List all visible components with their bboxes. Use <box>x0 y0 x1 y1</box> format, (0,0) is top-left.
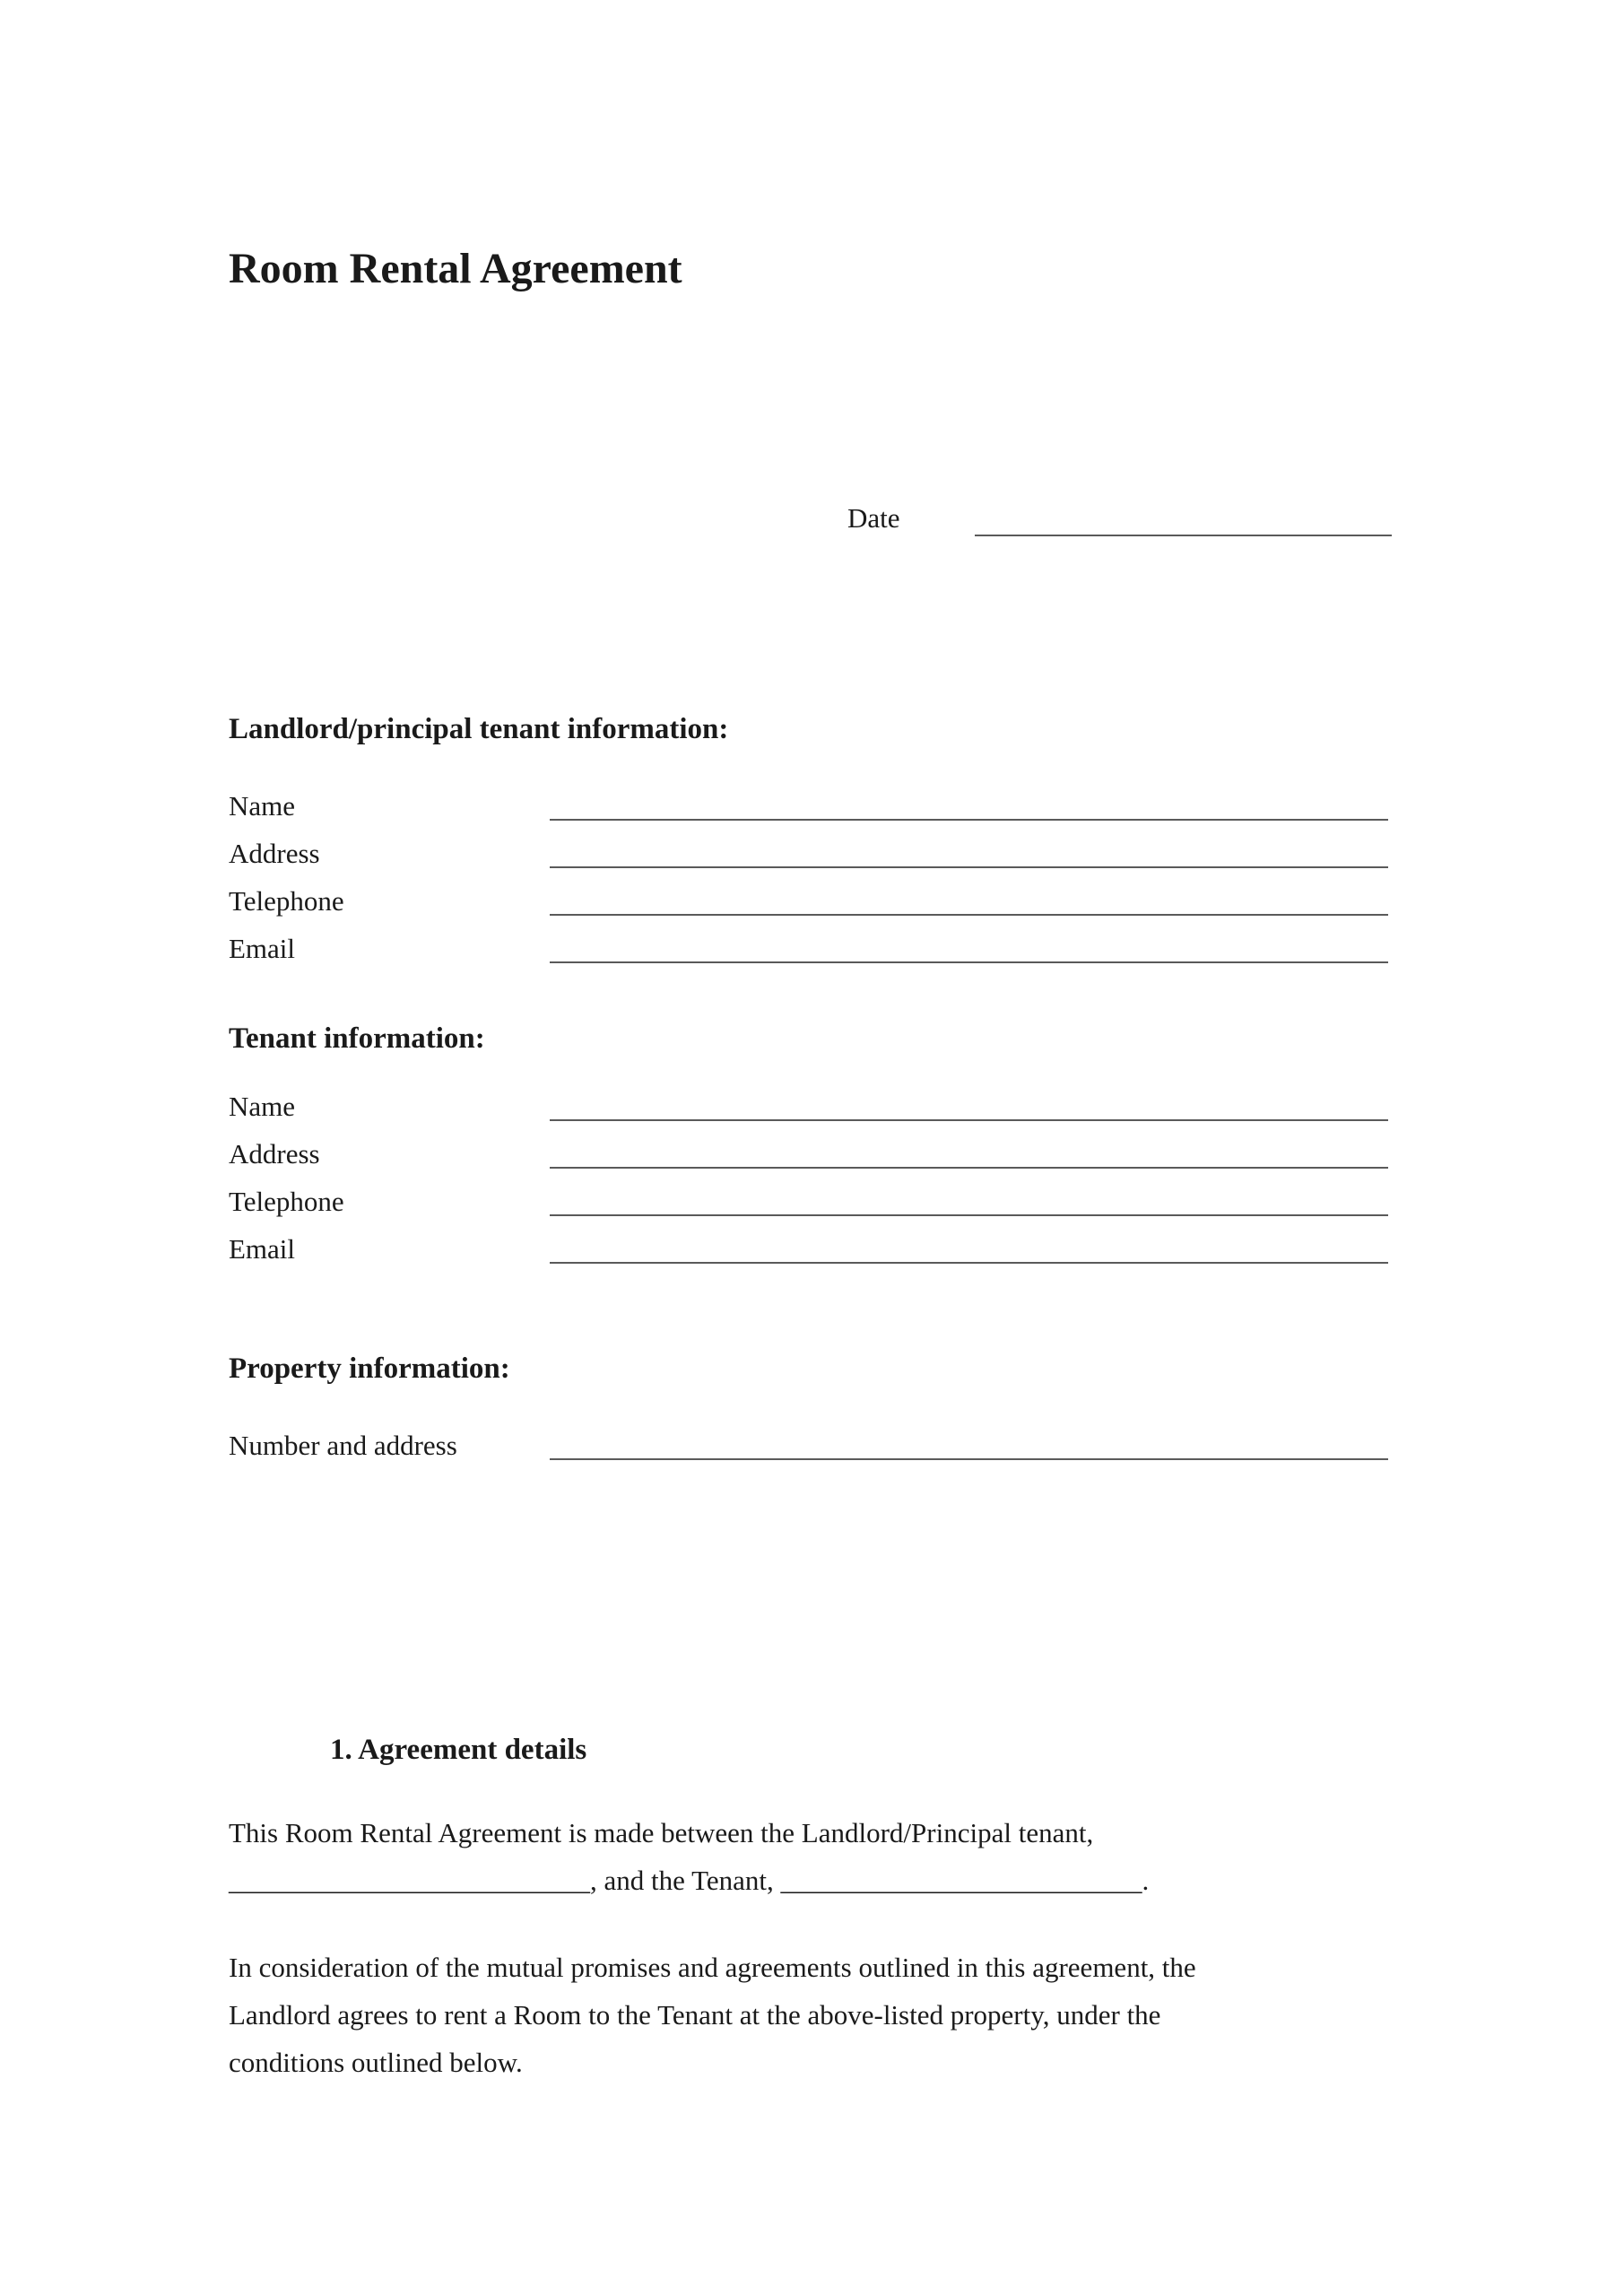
date-input-line[interactable] <box>975 508 1392 536</box>
field-row <box>229 827 1388 874</box>
landlord-telephone-input-line[interactable] <box>550 914 1388 916</box>
field-row <box>229 779 1388 827</box>
tenant-fields-block <box>229 1080 1388 1270</box>
tenant-telephone-input-line[interactable] <box>550 1214 1388 1216</box>
landlord-name-input-line[interactable] <box>550 819 1388 821</box>
property-number-address-label: Number and address <box>229 1430 457 1461</box>
paragraph-line-with-blanks: __________________________, and the Tenant, __________________________. <box>229 1865 1150 1896</box>
paragraph-line: This Room Rental Agreement is made between the Landlord/Principal tenant, <box>229 1817 1094 1848</box>
landlord-email-input-line[interactable] <box>550 961 1388 963</box>
agreement-paragraph-1 <box>229 1809 1421 1904</box>
tenant-address-input-line[interactable] <box>550 1167 1388 1169</box>
field-row <box>229 1080 1388 1127</box>
landlord-name-label: Name <box>229 790 296 822</box>
agreement-paragraph-2 <box>229 1944 1421 2086</box>
landlord-email-label: Email <box>229 933 296 964</box>
field-row <box>229 1127 1388 1175</box>
tenant-section-heading: Tenant information: <box>229 1022 485 1055</box>
tenant-telephone-label: Telephone <box>229 1186 344 1217</box>
landlord-section-heading: Landlord/principal tenant information: <box>229 713 729 745</box>
field-row <box>229 1175 1388 1222</box>
paragraph-line: In consideration of the mutual promises and agreements outlined in this agreement, the <box>229 1952 1196 1983</box>
document-title: Room Rental Agreement <box>229 245 682 292</box>
tenant-name-input-line[interactable] <box>550 1119 1388 1121</box>
field-row <box>229 922 1388 970</box>
tenant-email-input-line[interactable] <box>550 1262 1388 1264</box>
landlord-address-input-line[interactable] <box>550 866 1388 868</box>
field-row <box>229 874 1388 922</box>
property-section-heading: Property information: <box>229 1352 510 1385</box>
date-label: Date <box>847 502 900 534</box>
paragraph-line: Landlord agrees to rent a Room to the Tenant at the above-listed property, under the <box>229 1999 1161 2031</box>
tenant-address-label: Address <box>229 1138 320 1170</box>
landlord-address-label: Address <box>229 838 320 869</box>
tenant-email-label: Email <box>229 1233 296 1265</box>
tenant-name-label: Name <box>229 1091 296 1122</box>
agreement-details-heading: 1. Agreement details <box>330 1734 587 1766</box>
field-row <box>229 1222 1388 1270</box>
landlord-telephone-label: Telephone <box>229 885 344 917</box>
landlord-fields-block <box>229 779 1388 970</box>
field-row <box>229 1419 1388 1466</box>
paragraph-line: conditions outlined below. <box>229 2047 523 2078</box>
property-number-address-input-line[interactable] <box>550 1458 1388 1460</box>
property-fields-block <box>229 1419 1388 1466</box>
